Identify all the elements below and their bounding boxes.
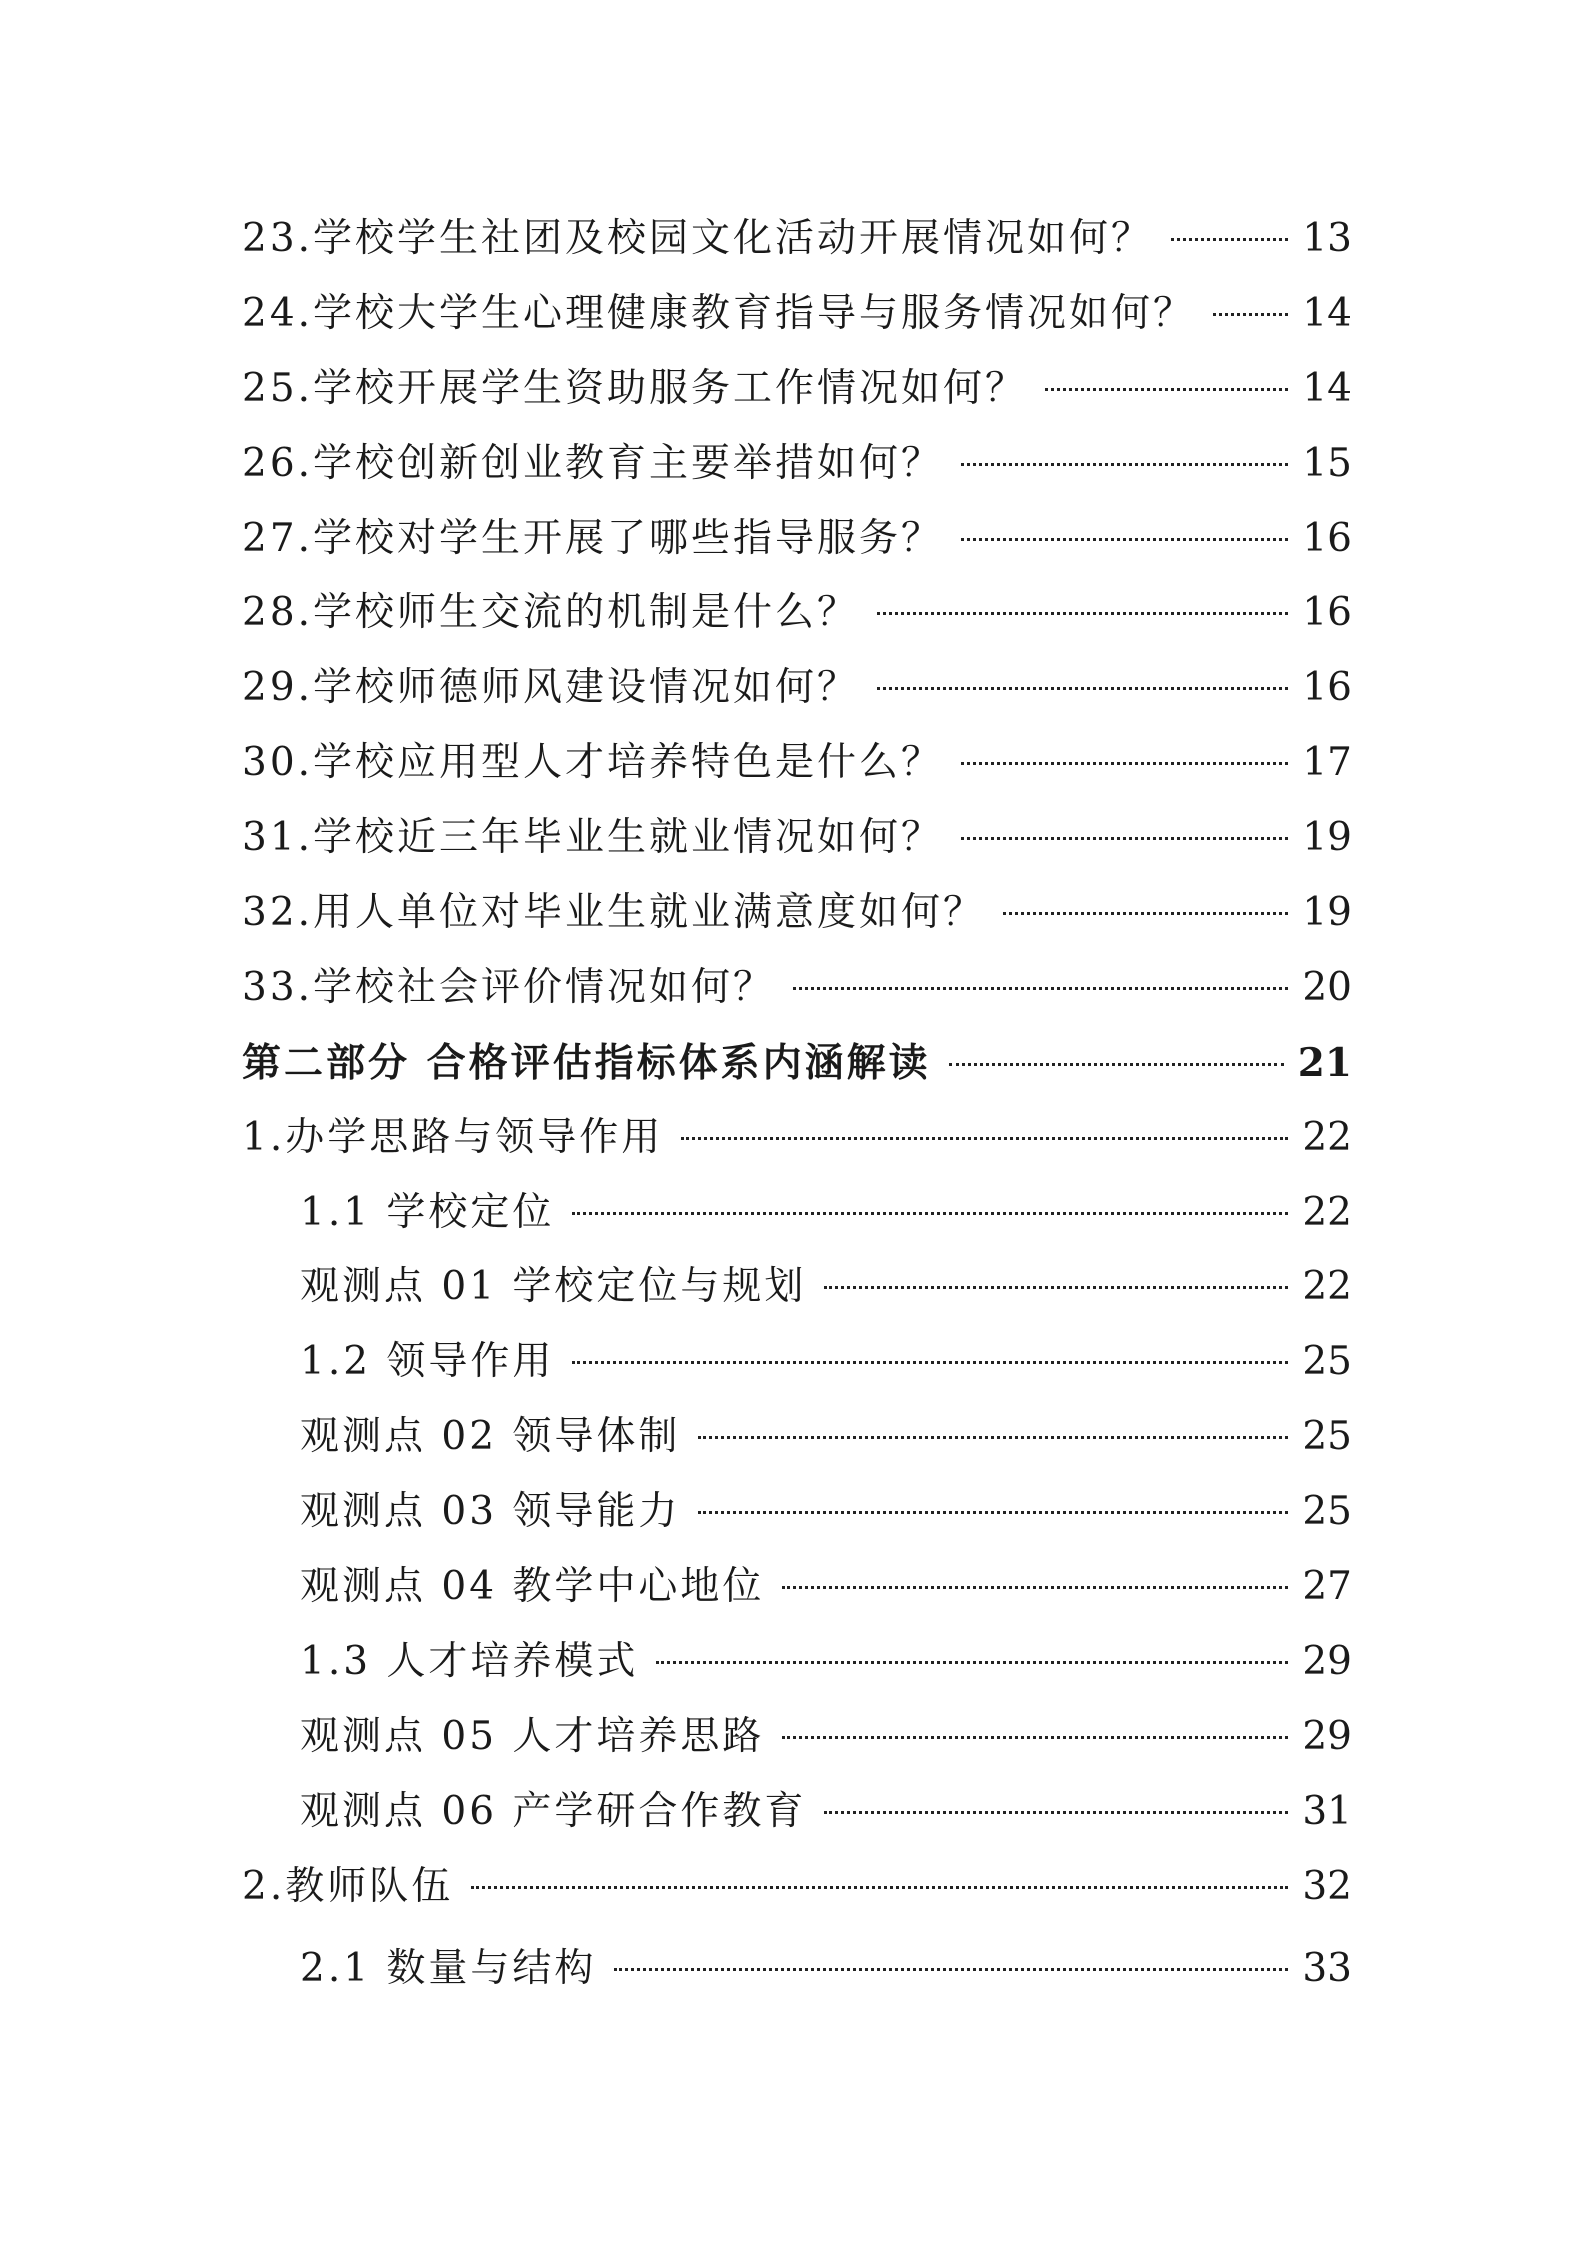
toc-entry[interactable] [242,726,1352,801]
toc-entry-page-number: 22 [1302,1264,1352,1310]
toc-entry-page-number: 19 [1302,890,1352,936]
toc-entry[interactable] [242,1850,1352,1925]
dot-leader [949,1063,1284,1066]
toc-entry-page-number: 13 [1302,216,1352,261]
table-of-contents [242,202,1352,2007]
dot-leader [961,762,1288,765]
dot-leader [1213,313,1288,316]
toc-entry[interactable] [242,1932,1352,2007]
dot-leader [698,1511,1288,1514]
toc-entry[interactable] [242,1475,1352,1550]
dot-leader [877,612,1288,615]
toc-entry[interactable] [242,1775,1352,1850]
toc-entry[interactable] [242,277,1352,352]
dot-leader [681,1137,1288,1140]
toc-entry-page-number: 22 [1302,1114,1352,1160]
toc-entry-label: 观测点 06 产学研合作教育 [300,1788,807,1834]
toc-entry-page-number: 32 [1302,1863,1352,1909]
toc-entry[interactable] [242,1400,1352,1475]
toc-entry[interactable] [242,202,1352,277]
dot-leader [1003,912,1288,915]
dot-leader [824,1811,1288,1814]
toc-entry-page-number: 16 [1302,590,1352,636]
toc-entry[interactable] [242,1101,1352,1176]
toc-entry-page-number: 29 [1302,1638,1352,1684]
toc-entry[interactable] [242,1550,1352,1625]
toc-entry-label: 观测点 04 教学中心地位 [300,1564,765,1610]
dot-leader [614,1968,1288,1971]
toc-entry-label: 32.用人单位对毕业生就业满意度如何？ [242,890,986,936]
dot-leader [877,687,1288,690]
toc-entry-label: 观测点 05 人才培养思路 [300,1713,765,1759]
toc-entry-label: 2.教师队伍 [242,1863,454,1909]
toc-entry-label: 1.2 领导作用 [300,1339,555,1385]
toc-entry-page-number: 22 [1302,1189,1352,1235]
toc-entry-label: 27.学校对学生开展了哪些指导服务？ [242,515,944,561]
dot-leader [572,1361,1288,1364]
toc-entry[interactable] [242,876,1352,951]
toc-entry-label: 2.1 数量与结构 [300,1946,597,1992]
toc-entry-label: 第二部分 合格评估指标体系内涵解读 [242,1039,931,1086]
toc-entry[interactable] [242,951,1352,1026]
toc-entry[interactable] [242,1026,1352,1101]
toc-entry-label: 33.学校社会评价情况如何？ [242,964,776,1010]
toc-entry-page-number: 25 [1302,1414,1352,1460]
toc-entry-label: 24.学校大学生心理健康教育指导与服务情况如何？ [242,290,1196,336]
dot-leader [961,463,1288,466]
toc-entry-page-number: 16 [1302,665,1352,711]
toc-entry-page-number: 21 [1297,1039,1352,1086]
dot-leader [961,837,1288,840]
toc-entry-page-number: 25 [1302,1339,1352,1385]
toc-entry[interactable] [242,801,1352,876]
toc-entry-label: 25.学校开展学生资助服务工作情况如何？ [242,365,1028,411]
toc-entry-page-number: 29 [1302,1713,1352,1759]
toc-entry-page-number: 14 [1302,290,1352,336]
toc-entry[interactable] [242,1700,1352,1775]
dot-leader [1045,388,1288,391]
toc-entry-label: 1.3 人才培养模式 [300,1638,639,1684]
dot-leader [782,1736,1288,1739]
toc-entry-page-number: 14 [1302,365,1352,411]
toc-entry-page-number: 15 [1302,440,1352,486]
dot-leader [824,1286,1288,1289]
dot-leader [961,538,1288,541]
toc-entry[interactable] [242,1250,1352,1325]
toc-entry-label: 26.学校创新创业教育主要举措如何？ [242,440,944,486]
toc-entry-label: 30.学校应用型人才培养特色是什么？ [242,740,944,786]
toc-entry-label: 28.学校师生交流的机制是什么？ [242,590,860,636]
toc-entry[interactable] [242,1325,1352,1400]
toc-entry-page-number: 25 [1302,1489,1352,1535]
toc-entry-label: 1.1 学校定位 [300,1189,555,1235]
toc-entry[interactable] [242,576,1352,651]
toc-entry-page-number: 20 [1302,964,1352,1010]
dot-leader [793,987,1288,990]
toc-entry-page-number: 16 [1302,515,1352,561]
toc-entry[interactable] [242,502,1352,577]
toc-entry-label: 23.学校学生社团及校园文化活动开展情况如何？ [242,216,1154,261]
toc-entry[interactable] [242,427,1352,502]
toc-entry-page-number: 17 [1302,740,1352,786]
toc-entry-page-number: 19 [1302,815,1352,861]
toc-entry[interactable] [242,1625,1352,1700]
dot-leader [1171,238,1288,241]
toc-entry-label: 29.学校师德师风建设情况如何？ [242,665,860,711]
toc-entry-page-number: 31 [1302,1788,1352,1834]
dot-leader [656,1661,1288,1664]
toc-entry-label: 观测点 02 领导体制 [300,1414,681,1460]
dot-leader [572,1212,1288,1215]
dot-leader [698,1436,1288,1439]
toc-entry[interactable] [242,352,1352,427]
dot-leader [471,1886,1288,1889]
toc-entry-page-number: 27 [1302,1564,1352,1610]
toc-entry[interactable] [242,651,1352,726]
toc-entry-label: 31.学校近三年毕业生就业情况如何？ [242,815,944,861]
toc-entry-label: 观测点 01 学校定位与规划 [300,1264,807,1310]
dot-leader [782,1586,1288,1589]
toc-entry-page-number: 33 [1302,1946,1352,1992]
toc-entry[interactable] [242,1176,1352,1251]
toc-entry-label: 1.办学思路与领导作用 [242,1114,664,1160]
toc-entry-label: 观测点 03 领导能力 [300,1489,681,1535]
